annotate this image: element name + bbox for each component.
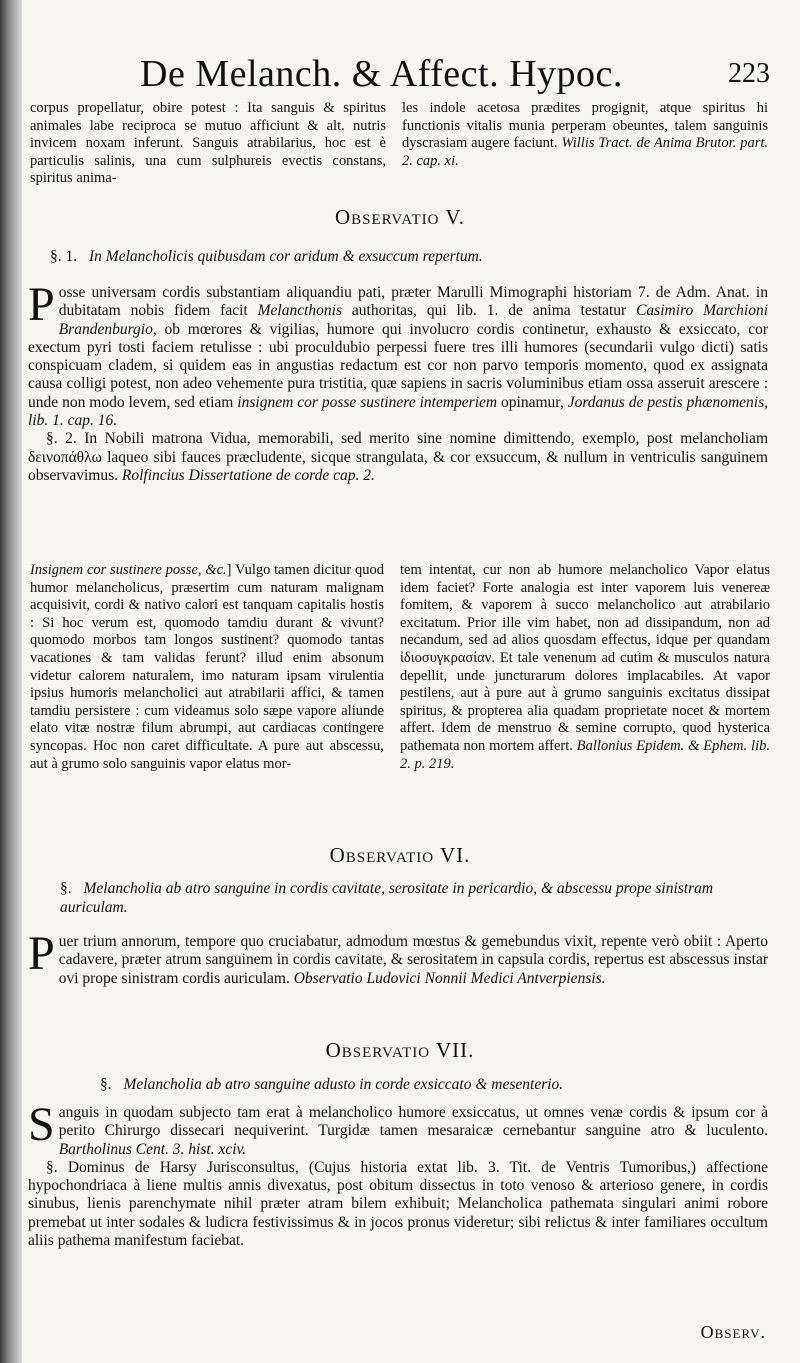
text-run: authoritas, qui lib. 1. de anima testatur xyxy=(342,302,637,320)
page-header xyxy=(140,52,770,96)
text-run: , ob mœrores & vigilias, humore qui involucro cordis continetur, exhausto & exsiccato, cor exectum pyri tosti faciem retulisse : ubi proculdubio perpessi fuere tres illi humores (secundarii vulgo dicti) satis conspicuam cladem, si quidem eas in angustias redactum est cor non parvo temporis momento, quod ex assignata causa colligi potest, non adeo vehemente pura tristitia, quæ sapiens in sacris voluminibus etiam ossa asseruit arescere : unde non modo levem, sed etiam xyxy=(28,320,768,411)
greek-word: ἰδιοσυγκρασίαν xyxy=(400,649,492,666)
scholion-left-column xyxy=(30,562,384,773)
italic-citation: Observatio Ludovici Nonnii Medici Antverpiensis. xyxy=(293,969,606,987)
italic-run: Melancthonis xyxy=(257,302,342,320)
drop-cap: P xyxy=(28,927,55,980)
observation-7-body xyxy=(28,1098,768,1250)
text-run: laqueo sibi fauces præcludente, sicque strangulata, & cor exsuccum, & nullum in ventriculis sanguinem observavimus. xyxy=(28,448,768,484)
observation-7-paragraph-2: §. Dominus de Harsy Jurisconsultus, (Cujus historia extat lib. 3. Tit. de Ventris Tumoribus,) affectione hypochondriaca à liene multis annis divexatus, post obitum dissectus in toto venoso & arterioso genere, in cordis sinubus, lienis parenchymate nihil præter atram bilem exhibuit; Melancholica pathemata singulari animi robore premebat ut inter sodales & ludicra festivissimus & in jocos pronus videretur; sibi relictus & inter familiares occultum aliis pathema manifestum faciebat. xyxy=(28,1158,768,1250)
page-number: 223 xyxy=(728,58,770,89)
summary-text: Melancholia ab atro sanguine in cordis cavitate, serositate in pericardio, & abscessu prope sinistram auriculam. xyxy=(60,880,714,916)
top-right-citation: Willis Tract. de Anima Brutor. part. 2. cap. xi. xyxy=(402,135,768,169)
italic-run: insignem cor posse sustinere intemperiem xyxy=(237,393,498,411)
summary-text: In Melancholicis quibusdam cor aridum & exsuccum repertum. xyxy=(89,248,483,265)
text-run: anguis in quodam subjecto tam erat à melancholico humore exsiccatus, ut omnes venæ cordis & ipsum cor à perito Chirurgo dissecari nequiverint. Turgidæ tamen mesaraicæ cernebantur sanguine atro & luculento. xyxy=(58,1104,768,1140)
observation-6-title: Observatio VI. xyxy=(329,843,471,867)
italic-citation: Jordanus de pestis phænomenis, lib. 1. cap. 16. xyxy=(28,393,768,430)
italic-citation: Bartholinus Cent. 3. hist. xciv. xyxy=(58,1140,247,1158)
scholion-lemma: Insignem cor sustinere posse, &c. xyxy=(30,562,227,578)
observation-5-summary xyxy=(50,248,760,267)
greek-word: δεινοπάθλω xyxy=(28,448,102,466)
observation-5-body xyxy=(28,278,769,485)
top-right-text: les indole acetosa prædites progignit, atque spiritus hi functionis vitalis munia perperam obeuntes, talem sanguinis dyscrasiam augere faciunt. xyxy=(402,100,768,152)
observation-7-paragraph-1 xyxy=(28,1098,768,1159)
observation-5-paragraph-1 xyxy=(28,278,769,430)
summary-section-mark: §. xyxy=(100,1076,112,1093)
observation-7-title: Observatio VII. xyxy=(325,1038,475,1062)
observation-6-summary xyxy=(60,880,760,917)
top-left-column xyxy=(30,100,386,188)
observation-5-title: Observatio V. xyxy=(334,205,466,229)
text-run: opinamur, xyxy=(497,393,568,411)
summary-section-mark: §. 1. xyxy=(50,248,78,265)
observation-5-paragraph-2 xyxy=(28,430,768,485)
scholion-right-text-2: . Et tale venenum ad cutim & musculos natura depellit, unde juncturarum dolores implacabiles. At vapor pestilens, aut à pure aut à grumo sanguinis excitatus dissipat spiritus, & propterea alia quadam proprietate nocet & mortem affert. Idem de menstruo & semine corrupto, quod hysterica pathemata non mortem affert. xyxy=(400,649,770,754)
catchword: Observ. xyxy=(700,1322,766,1342)
text-run: §. 2. In Nobili matrona Vidua, memorabili, sed merito sine nomine dimittendo, exemplo, post melancholiam xyxy=(46,430,768,448)
summary-section-mark: §. xyxy=(60,880,72,897)
top-right-column xyxy=(402,100,768,170)
drop-cap: P xyxy=(28,278,55,331)
scholion-left-text: ] Vulgo tamen dicitur quod humor melancholicus, præsertim cum naturam malignam acquisivit, cordi & nativo calori est tanquam capitalis hostis : Si hoc verum est, quomodo tamdiu durant & vivunt? quomodo morbos tam longos sustinent? quomodo tantas vacationes & tam validas ferunt? illud enim absonum videtur calorem naturalem, imo naturam ipsam virulentia ipsius humoris melancholici aut atrabilarii affici, & tamen tamdiu persistere : cum videamus solo sæpe vapore aliunde elato vitæ nostræ filum abrumpi, aut cardiacas contingere syncopas. Hoc non caret difficultate. A pure aut abscessu, aut à grumo solo sanguinis vapor elatus mor- xyxy=(30,562,384,772)
observation-6-body xyxy=(28,927,768,988)
top-left-text: corpus propellatur, obire potest : Ita sanguis & spiritus animales labe reciproca se mutuo afficiunt & alt. nutris invicem noxam inferunt. Sanguis atrabilarius, hoc est è particulis salinis, una cum sulphureis evectis constans, spiritus anima- xyxy=(30,100,386,187)
running-title: De Melanch. & Affect. Hypoc. xyxy=(140,53,623,95)
observation-7-summary xyxy=(100,1076,760,1095)
italic-citation: Rolfincius Dissertatione de corde cap. 2. xyxy=(121,466,375,484)
text-run: uer trium annorum, tempore quo cruciabatur, admodum mœstus & gemebundus vixit, repente verò obiit : Aperto cadavere, præter atrum sanguinem in cordis cavitate, & serositatem in capsula cordis, repertus est abscessus instar ovi prope sinistram cordis auriculam. xyxy=(58,933,768,987)
summary-text: Melancholia ab atro sanguine adusto in corde exsiccato & mesenterio. xyxy=(123,1076,564,1093)
observation-6-paragraph xyxy=(28,927,768,988)
scholion-right-column xyxy=(400,562,770,773)
drop-cap: S xyxy=(28,1098,55,1151)
scholion-citation: Ballonius Epidem. & Ephem. lib. 2. p. 219. xyxy=(400,737,770,772)
scholion-right-text: tem intentat, cur non ab humore melancholico Vapor elatus idem faciet? Forte analogia est inter vaporem luis venereæ fomitem, & vaporem à succo melancholico aut atrabilario excitatum. Prior ille vim habet, non ad dissipandum, non ad necandum, sed ad alios quosdam effectus, idque per quandam xyxy=(400,562,770,649)
italic-run: Casimiro Marchioni Brandenburgio xyxy=(58,302,769,338)
text-run: osse universam cordis substantiam aliquandiu pati, præter Marulli Mimographi historiam 7. de Adm. Anat. in dubitatam nobis fidem facit xyxy=(58,284,768,320)
